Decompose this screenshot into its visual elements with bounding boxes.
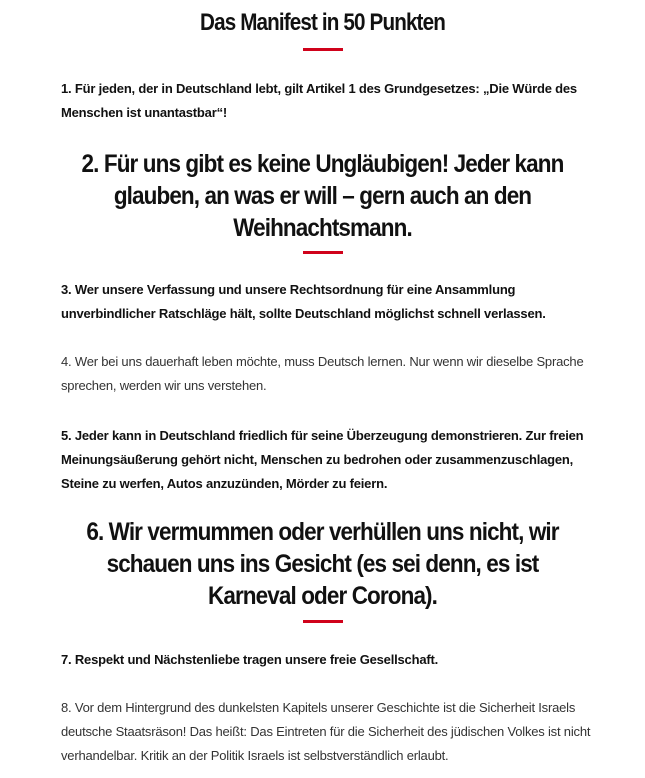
- point-2-text: 2. Für uns gibt es keine Ungläubigen! Jeder kann glauben, an was er will – gern auch an den Weihnachtsmann.: [81, 150, 564, 242]
- point-2-divider: [303, 251, 343, 254]
- point-6-pullquote: [40, 516, 605, 612]
- point-6-divider: [303, 620, 343, 623]
- point-7: 7. Respekt und Nächstenliebe tragen unsere freie Gesellschaft.: [61, 652, 439, 667]
- point-6-text: 6. Wir vermummen oder verhüllen uns nicht, wir schauen uns ins Gesicht (es sei denn, es ist Karneval oder Corona).: [86, 518, 559, 610]
- point-3: 3. Wer unsere Verfassung und unsere Rechtsordnung für eine Ansammlung unverbindlicher Ratschläge hält, sollte Deutschland möglichst schnell verlassen.: [61, 282, 546, 321]
- page-title: Das Manifest in 50 Punkten: [200, 9, 445, 36]
- title-divider: [303, 48, 343, 51]
- point-2-pullquote: [40, 148, 605, 244]
- point-1: 1. Für jeden, der in Deutschland lebt, gilt Artikel 1 des Grundgesetzes: „Die Würde des Menschen ist unantastbar“!: [61, 81, 577, 120]
- point-5: 5. Jeder kann in Deutschland friedlich für seine Überzeugung demonstrieren. Zur freien Meinungsäußerung gehört nicht, Menschen zu bedrohen oder zusammenzuschlagen, Steine zu werfen, Autos anzuzünden, Mörder zu feiern.: [61, 428, 584, 491]
- point-4: 4. Wer bei uns dauerhaft leben möchte, muss Deutsch lernen. Nur wenn wir dieselbe Sprache sprechen, werden wir uns verstehen.: [61, 354, 584, 393]
- point-8: 8. Vor dem Hintergrund des dunkelsten Kapitels unserer Geschichte ist die Sicherheit Israels deutsche Staatsräson! Das heißt: Das Eintreten für die Sicherheit des jüdischen Volkes ist nicht verhandelbar. Kritik an der Politik Israels ist selbstverständlich erlaubt.: [61, 700, 591, 763]
